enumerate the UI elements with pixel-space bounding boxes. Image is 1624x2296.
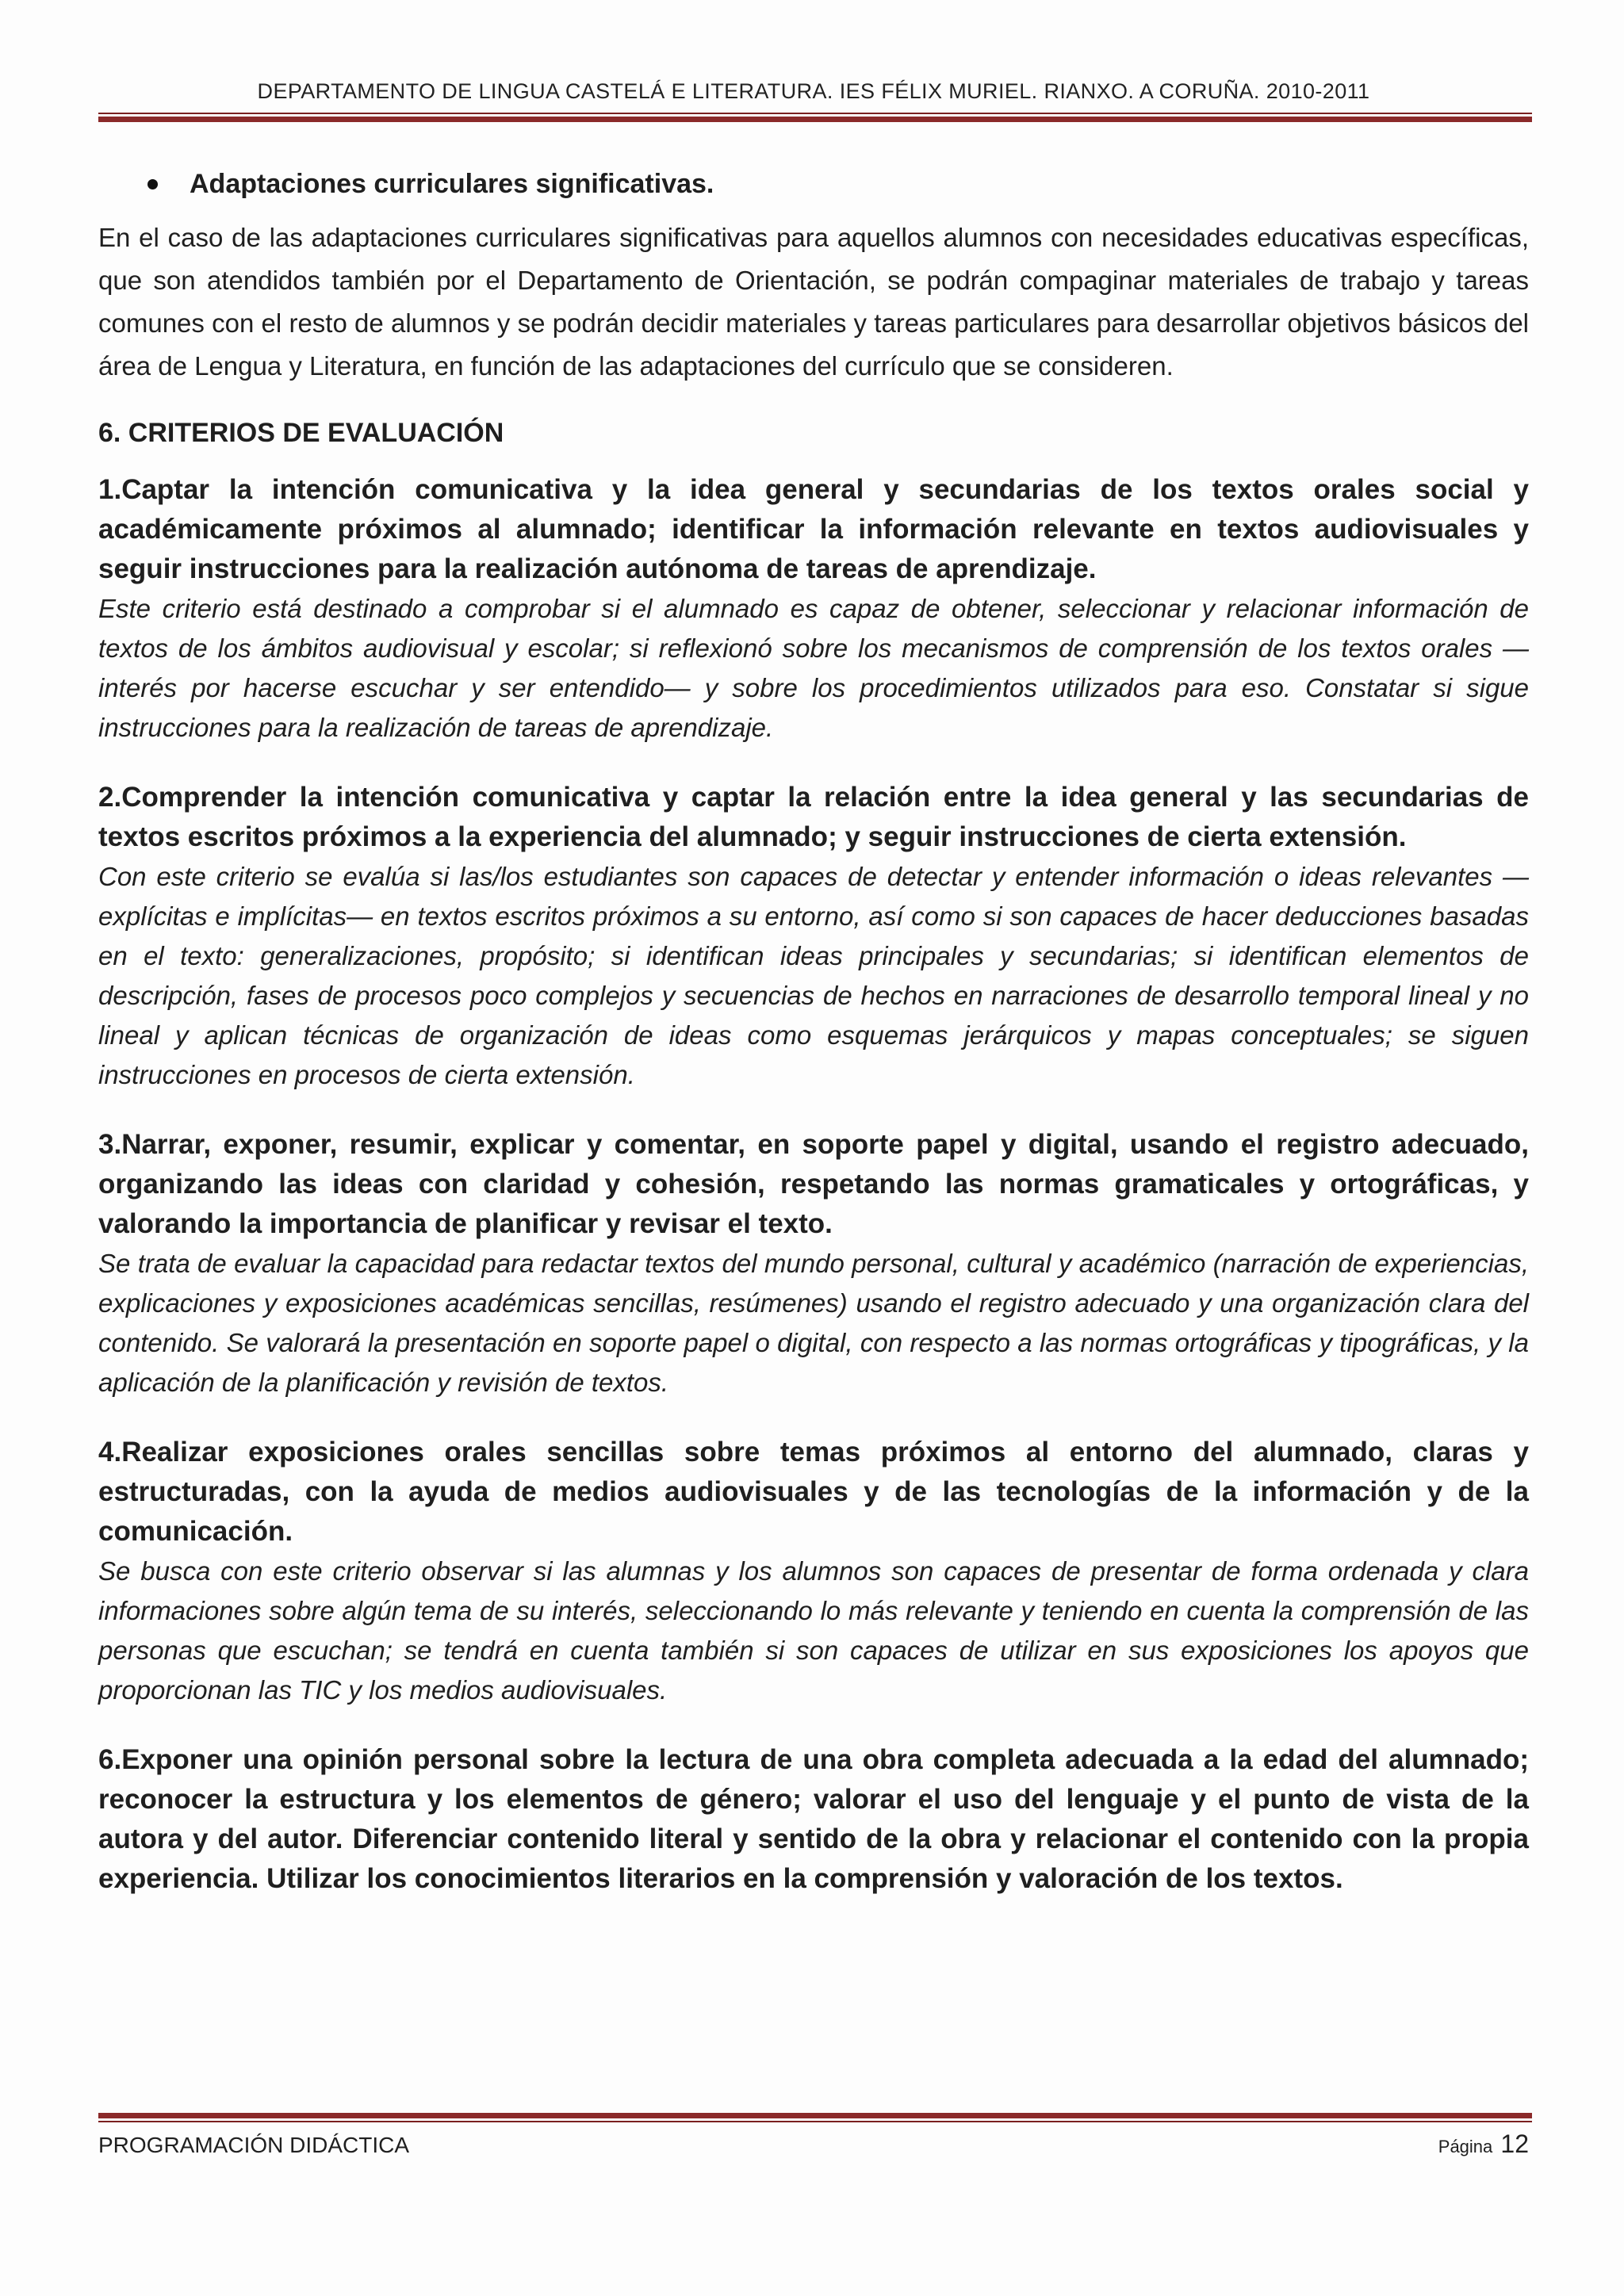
criterion-description: Este criterio está destinado a comprobar si el alumnado es capaz de obtener, seleccionar y relacionar información de textos de los ámbitos audiovisual y escolar; si reflexionó sobre los mecanismos de comprensión de los textos orales —interés por hacerse escuchar y ser entendido— y sobre los procedimientos utilizados para eso. Constatar si sigue instrucciones para la realización de tareas de aprendizaje. bbox=[98, 594, 1529, 742]
bullet-heading bbox=[147, 163, 1529, 205]
criterion-2 bbox=[98, 778, 1529, 1095]
criterion-6 bbox=[98, 1740, 1529, 1899]
criterion-description: Se busca con este criterio observar si las alumnas y los alumnos son capaces de presentar de forma ordenada y clara informaciones sobre algún tema de su interés, seleccionando lo más relevante y teniendo en cuenta la comprensión de las personas que escuchan; se tendrá en cuenta también si son capaces de utilizar en sus exposiciones los apoyos que proporcionan las TIC y los medios audiovisuales. bbox=[98, 1556, 1529, 1705]
criterion-title: 4.Realizar exposiciones orales sencillas sobre temas próximos al entorno del alumnado, claras y estructuradas, con la ayuda de medios audiovisuales y de las tecnologías de la información y de la comunicación. bbox=[98, 1437, 1529, 1547]
footer-rule bbox=[98, 2113, 1532, 2122]
criterion-1 bbox=[98, 470, 1529, 748]
page-header: DEPARTAMENTO DE LINGUA CASTELÁ E LITERATURA. IES FÉLIX MURIEL. RIANXO. A CORUÑA. 2010-2011 bbox=[257, 79, 1370, 103]
page-number bbox=[1438, 2130, 1529, 2159]
page-label: Página bbox=[1438, 2137, 1493, 2156]
page-number-value: 12 bbox=[1500, 2130, 1529, 2158]
document-page bbox=[98, 0, 1529, 2296]
page-content bbox=[98, 163, 1529, 1899]
criterion-title: 6.Exponer una opinión personal sobre la lectura de una obra completa adecuada a la edad del alumnado; reconocer la estructura y los elementos de género; valorar el uso del lenguaje y el punto de vista de la autora y del autor. Diferenciar contenido literal y sentido de la obra y relacionar el contenido con la propia experiencia. Utilizar los conocimientos literarios en la comprensión y valoración de los textos. bbox=[98, 1744, 1529, 1894]
criterion-title: 2.Comprender la intención comunicativa y captar la relación entre la idea general y las secundarias de textos escritos próximos a la experiencia del alumnado; y seguir instrucciones de cierta extensión. bbox=[98, 782, 1529, 852]
criterion-description: Se trata de evaluar la capacidad para redactar textos del mundo personal, cultural y académico (narración de experiencias, explicaciones y exposiciones académicas sencillas, resúmenes) usando el registro adecuado y una organización clara del contenido. Se valorará la presentación en soporte papel o digital, con respecto a las normas ortográficas y tipográficas, y la aplicación de la planificación y revisión de textos. bbox=[98, 1249, 1529, 1397]
bullet-icon bbox=[147, 179, 158, 189]
criterion-title: 3.Narrar, exponer, resumir, explicar y comentar, en soporte papel y digital, usando el registro adecuado, organizando las ideas con claridad y cohesión, respetando las normas gramaticales y ortográficas, y valorando la importancia de planificar y revisar el texto. bbox=[98, 1129, 1529, 1239]
footer-title: PROGRAMACIÓN DIDÁCTICA bbox=[98, 2133, 410, 2157]
header-rule bbox=[98, 113, 1532, 122]
section-title: 6. CRITERIOS DE EVALUACIÓN bbox=[98, 418, 504, 448]
bullet-heading-label: Adaptaciones curriculares significativas. bbox=[190, 169, 714, 199]
criterion-3 bbox=[98, 1125, 1529, 1402]
criterion-title: 1.Captar la intención comunicativa y la idea general y secundarias de los textos orales social y académicamente próximos al alumnado; identificar la información relevante en textos audiovisuales y seguir instrucciones para la realización autónoma de tareas de aprendizaje. bbox=[98, 474, 1529, 584]
criterion-4 bbox=[98, 1433, 1529, 1710]
criterion-description: Con este criterio se evalúa si las/los estudiantes son capaces de detectar y entender información o ideas relevantes —explícitas e implícitas— en textos escritos próximos a su entorno, así como si son capaces de hacer deducciones basadas en el texto: generalizaciones, propósito; si identifican ideas principales y secundarias; si identifican elementos de descripción, fases de procesos poco complejos y secuencias de hechos en narraciones de desarrollo temporal lineal y no lineal y aplican técnicas de organización de ideas como esquemas jerárquicos y mapas conceptuales; se siguen instrucciones en procesos de cierta extensión. bbox=[98, 862, 1529, 1089]
intro-paragraph: En el caso de las adaptaciones curriculares significativas para aquellos alumnos con necesidades educativas específicas, que son atendidos también por el Departamento de Orientación, se podrán compaginar materiales de trabajo y tareas comunes con el resto de alumnos y se podrán decidir materiales y tareas particulares para desarrollar objetivos básicos del área de Lengua y Literatura, en función de las adaptaciones del currículo que se consideren. bbox=[98, 223, 1529, 381]
